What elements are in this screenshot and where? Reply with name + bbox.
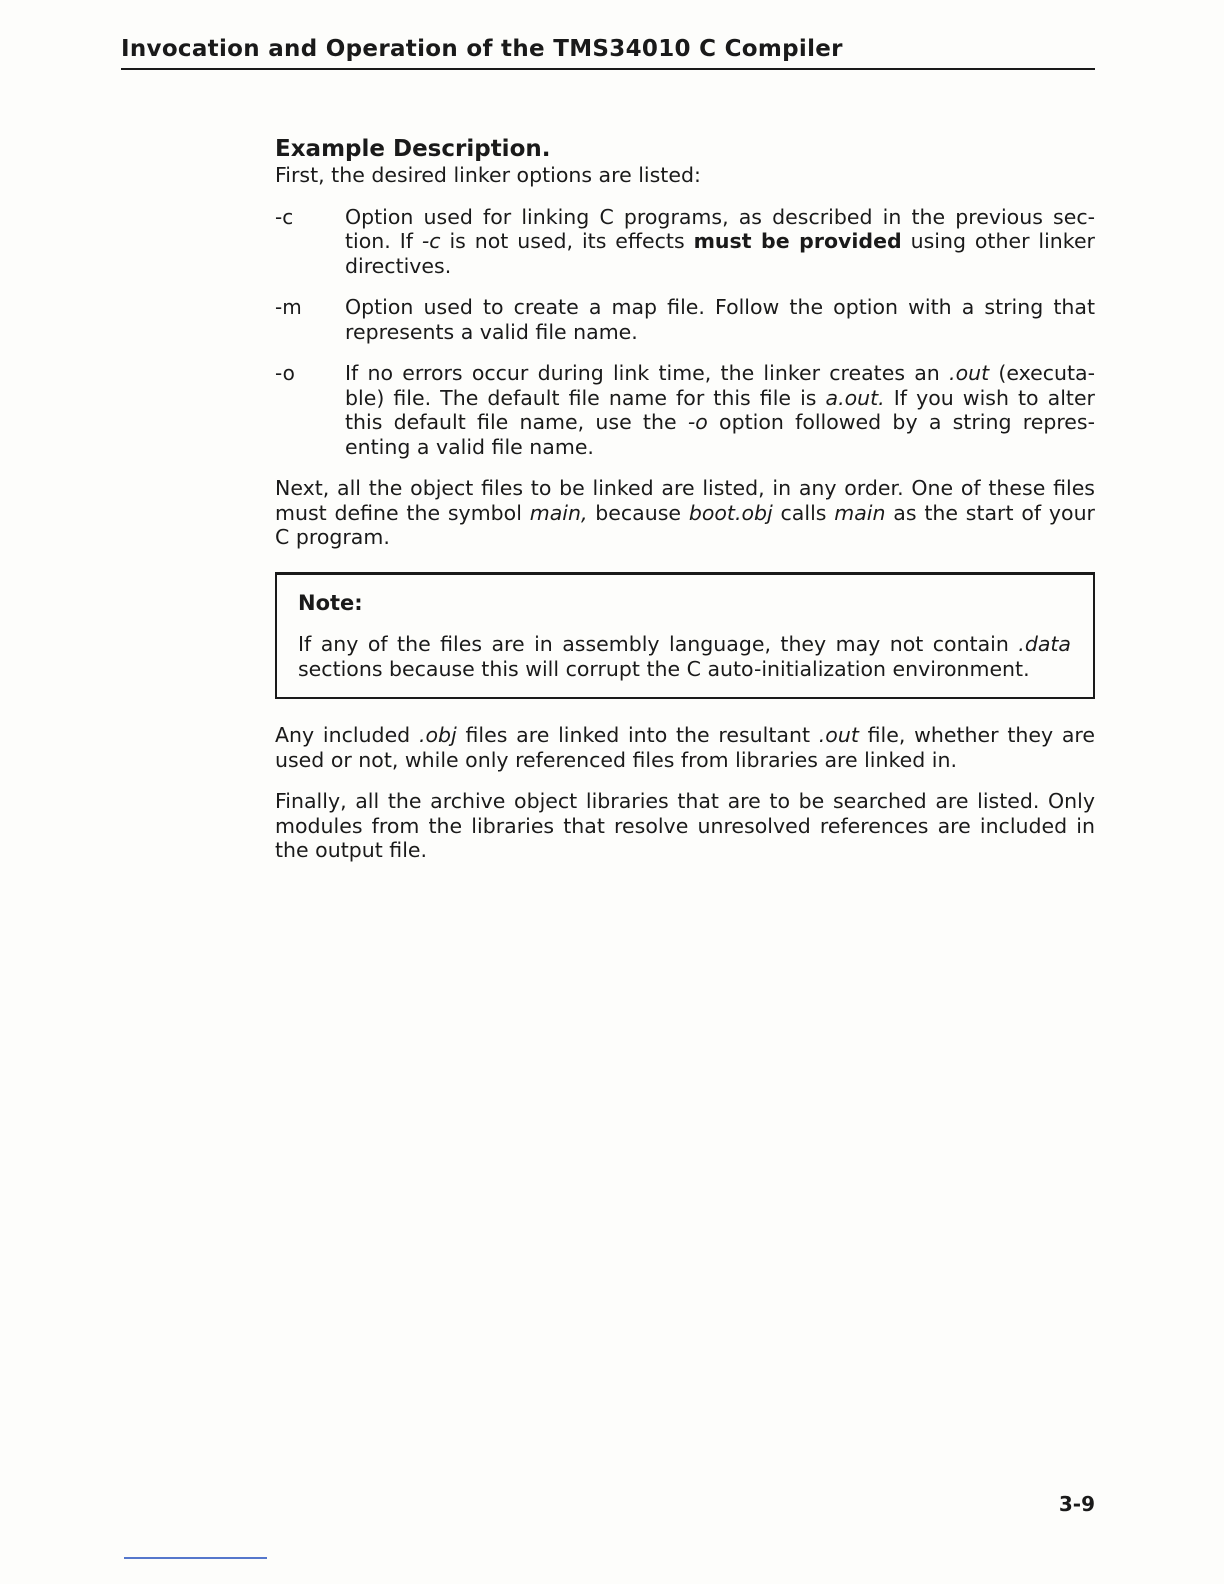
note-title: Note: — [298, 590, 363, 615]
option-description: If no errors occur during link time, the linker creates an .out (executa-ble) file. The default file name for this file is a.out. If you wish to alter this default file name, use the -o option followed by a string repres-enting a valid file name. — [345, 361, 1096, 459]
option-c — [275, 205, 1095, 279]
running-header: Invocation and Operation of the TMS34010 C Compiler — [121, 36, 1095, 70]
option-flag: -c — [275, 204, 294, 229]
section-intro: First, the desired linker options are listed: — [275, 163, 701, 187]
paragraph-finally: Finally, all the archive object libraries that are to be searched are listed. Only modules from the libraries that resolve unresolved references are included in the output file. — [275, 789, 1095, 862]
option-flag: -o — [275, 361, 295, 385]
option-flag: -m — [275, 295, 302, 319]
footer-rule — [124, 1557, 267, 1559]
page-body — [275, 135, 1095, 863]
paragraph-included: Any included .obj files are linked into the resultant .out file, whether they are used or not, while only referenced files from libraries are linked in. — [275, 723, 1096, 772]
option-m — [275, 295, 1095, 344]
option-description: Option used to create a map file. Follow the option with a string that represents a valid file name. — [345, 295, 1095, 344]
option-o — [275, 361, 1095, 459]
section-title: Example Description. — [275, 136, 551, 162]
paragraph-next: Next, all the object files to be linked are listed, in any order. One of these files must define the symbol main, because boot.obj calls main as the start of your C program. — [275, 476, 1095, 549]
note-body: If any of the files are in assembly language, they may not contain .data sections because this will corrupt the C auto-initialization environment. — [298, 632, 1071, 681]
option-description: Option used for linking C programs, as described in the previous sec-tion. If -c is not used, its effects must be provided using other linker directives. — [345, 204, 1095, 278]
page-number: 3-9 — [1058, 1492, 1095, 1516]
note-box — [275, 572, 1095, 700]
